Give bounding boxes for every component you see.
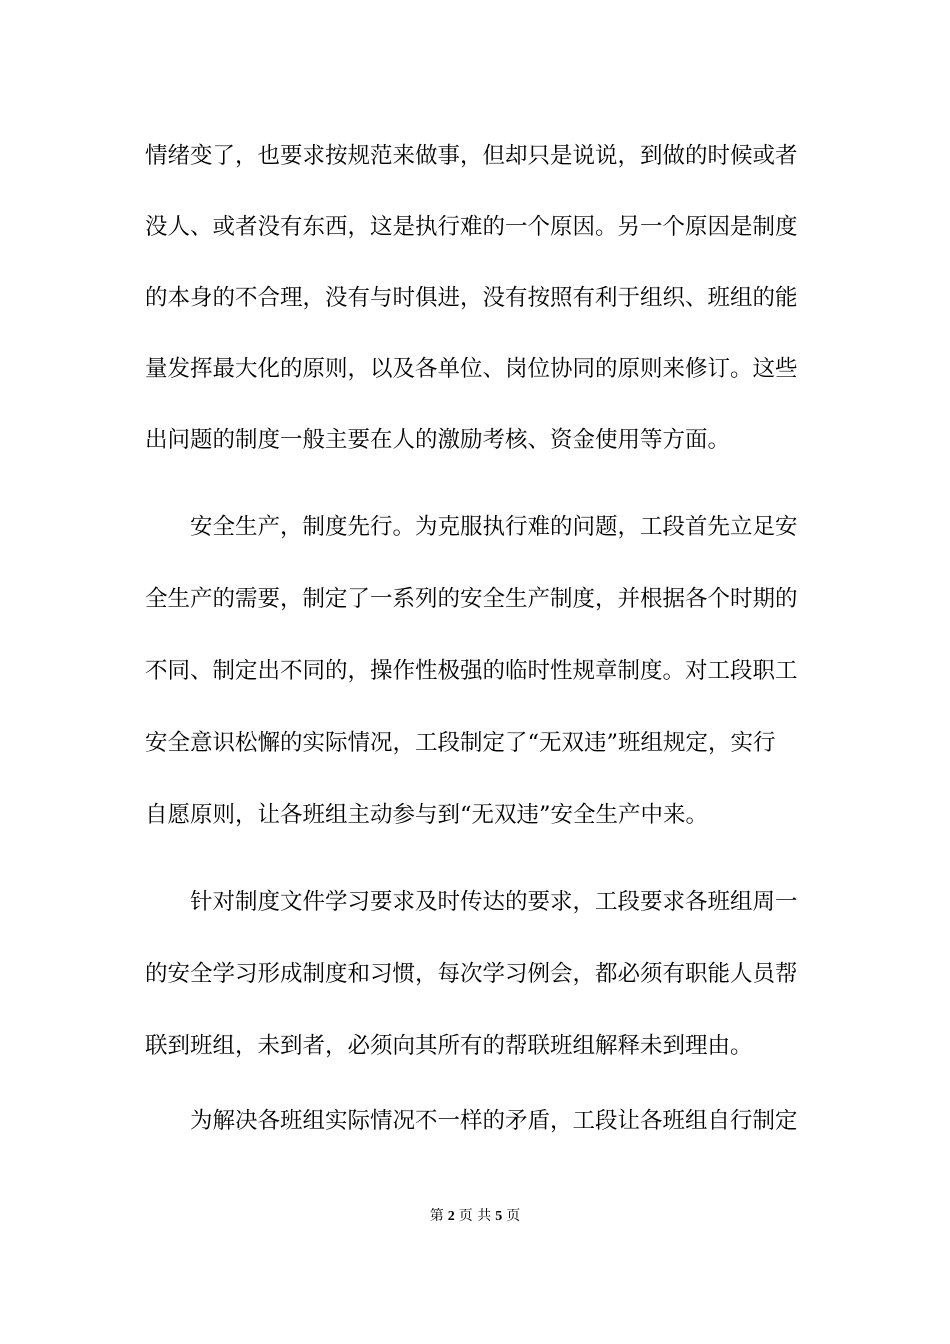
footer-suffix: 页 bbox=[506, 1208, 521, 1224]
text-line: 联到班组，未到者，必须向其所有的帮联班组解释未到理由。 bbox=[145, 1033, 753, 1059]
text-line: 量发挥最大化的原则，以及各单位、岗位协同的原则来修订。这些 bbox=[145, 356, 798, 382]
text-line: 为解决各班组实际情况不一样的矛盾，工段让各班组自行制定 bbox=[190, 1108, 798, 1134]
text-line: 安全生产，制度先行。为克服执行难的问题，工段首先立足安 bbox=[190, 514, 798, 540]
text-line: 没人、或者没有东西，这是执行难的一个原因。另一个原因是制度 bbox=[145, 214, 798, 240]
total-page-count: 5 bbox=[495, 1209, 503, 1224]
footer-prefix: 第 bbox=[429, 1208, 444, 1224]
text-line: 出问题的制度一般主要在人的激励考核、资金使用等方面。 bbox=[145, 427, 731, 453]
footer-middle: 页 共 bbox=[458, 1208, 492, 1224]
text-line: 的本身的不合理，没有与时俱进，没有按照有利于组织、班组的能 bbox=[145, 285, 798, 311]
text-line: 自愿原则，让各班组主动参与到“无双违”安全生产中来。 bbox=[145, 802, 709, 828]
text-line: 的安全学习形成制度和习惯，每次学习例会，都必须有职能人员帮 bbox=[145, 961, 798, 987]
text-line: 全生产的需要，制定了一系列的安全生产制度，并根据各个时期的 bbox=[145, 586, 798, 612]
current-page-number: 2 bbox=[447, 1209, 455, 1224]
text-line: 安全意识松懈的实际情况，工段制定了“无双违”班组规定，实行 bbox=[145, 730, 776, 756]
text-line: 不同、制定出不同的，操作性极强的临时性规章制度。对工段职工 bbox=[145, 658, 798, 684]
text-line: 针对制度文件学习要求及时传达的要求，工段要求各班组周一 bbox=[190, 889, 798, 915]
text-line: 情绪变了，也要求按规范来做事，但却只是说说，到做的时候或者 bbox=[145, 143, 798, 169]
page-footer bbox=[0, 1207, 950, 1226]
